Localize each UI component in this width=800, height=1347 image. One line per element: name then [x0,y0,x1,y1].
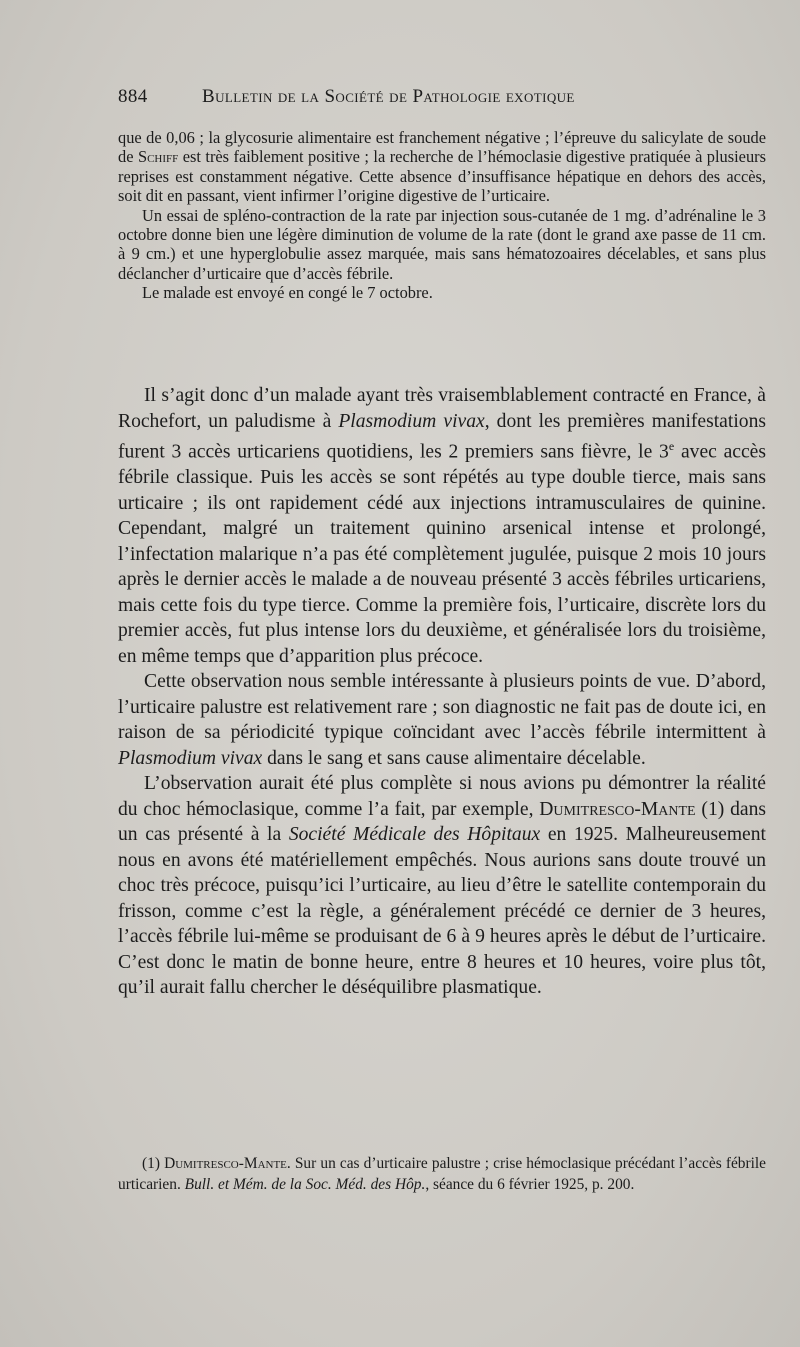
discussion-paragraph-3: L’observation aurait été plus complète si nous avions pu démontrer la réalité du choc hémoclasique, comme l’a fait, par exemple, Dumitresco-Mante (1) dans un cas présenté à la Société Médicale des Hôpitaux en 1925. Malheureusement nous en avons été matériellement empêchés. Nous aurions sans doute trouvé un choc très précoce, puisqu’ici l’urticaire, au lieu d’être le satellite contemporain du frisson, comme c’est la règle, a généralement précédé ce dernier de 3 heures, l’accès fébrile lui-même se produisant de 6 à 9 heures après le début de l’urticaire. C’est donc le matin de bonne heure, entre 8 heures et 10 heures, voire plus tôt, qu’il aurait fallu chercher le déséquilibre plasmatique. [118,773,766,999]
case-notes-paragraph-1: que de 0,06 ; la glycosurie alimentaire est franchement négative ; l’épreuve du salicylate de soude de Schiff est très faiblement positive ; la recherche de l’hémoclasie digestive pratiquée à plusieurs reprises est constamment négative. Cette absence d’insuffisance hépatique en dehors des accès, soit dit en passant, vient infirmer l’origine digestive de l’urticaire. [118,128,766,206]
discussion-paragraph-2: Cette observation nous semble intéressante à plusieurs points de vue. D’abord, l’urticaire palustre est relativement rare ; son diagnostic ne fait pas de doute ici, en raison de sa périodicité typique coïncidant avec l’accès fébrile intermittent à Plasmodium vivax dans le sang et sans cause alimentaire décelable. [118,671,766,769]
footnote-journal: Bull. et Mém. de la Soc. Méd. des Hôp. [184,1175,426,1193]
discussion-paragraph-1: Il s’agit donc d’un malade ayant très vraisemblablement contracté en France, à Rochefort, un paludisme à Plasmodium vivax, dont les premières manifestations furent 3 accès urticariens quotidiens, les 2 premiers sans fièvre, le 3e avec accès fébrile classique. Puis les accès se sont répétés au type double tierce, mais sans urticaire ; ils ont rapidement cédé aux injections intramusculaires de quinine. Cependant, malgré un traitement quinino arsenical intense et prolongé, l’infectation malarique n’a pas été complètement jugulée, puisque 2 mois 10 jours après le dernier accès le malade a de nouveau présenté 3 accès fébriles urticariens, mais cette fois du type tierce. Comme la première fois, l’urticaire, discrète lors du premier accès, fut plus intense lors du deuxième, et généralisée lors du troisième, en même temps que d’apparition plus précoce. [118,385,767,667]
species-name: Plasmodium vivax [118,747,263,769]
cited-author: Dumitresco-Mante [539,798,696,820]
author-name: Schiff [137,147,179,167]
discussion-text [118,383,766,1001]
page-header [118,86,680,116]
footnote-author: Dumitresco-Mante [164,1155,287,1172]
running-title: Bulletin de la Société de Pathologie exotique [202,86,575,107]
case-notes-paragraph-2: Un essai de spléno-contraction de la rate par injection sous-cutanée de 1 mg. d’adrénaline le 3 octobre donne bien une légère diminution de volume de la rate (dont le grand axe passe de 11 cm. à 9 cm.) et une hyperglobulie assez marquée, mais sans hématozoaires décelables, et sans plus déclancher d’urticaire que d’accès fébrile. [118,205,766,283]
footnote-marker: (1) [142,1155,160,1172]
case-notes-paragraph-3: Le malade est envoyé en congé le 7 octobre. [142,283,433,303]
footnote: (1) Dumitresco-Mante. Sur un cas d’urticaire palustre ; crise hémoclasique précédant l’accès fébrile urticarien. Bull. et Mém. de la Soc. Méd. des Hôp., séance du 6 février 1925, p. 200. [118,1155,766,1193]
species-name: Plasmodium vivax [338,410,485,432]
society-name: Société Médicale des Hôpitaux [288,824,541,846]
case-notes [118,128,766,303]
page-number: 884 [118,86,148,107]
